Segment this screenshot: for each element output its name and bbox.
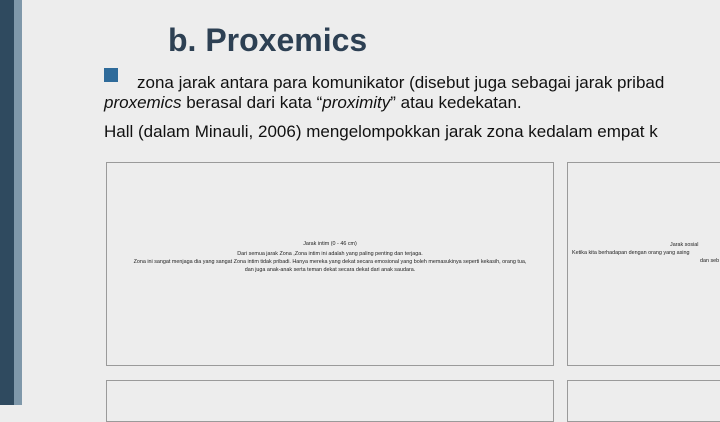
zone-box-bottom-left: [106, 380, 554, 422]
body-text-line-2-end: ” atau kedekatan.: [390, 93, 522, 112]
term-proximity: proximity: [322, 93, 391, 112]
intimate-zone-text-1: Dari semua jarak Zona ,Zona intim ini adalah yang paling penting dan terjaga.: [237, 251, 423, 257]
intimate-zone-text-3: dan juga anak-anak serta teman dekat secara dekat dari anak saudara.: [244, 267, 416, 273]
left-accent-bar-dark: [0, 0, 14, 405]
bullet-square-icon: [104, 68, 118, 82]
intimate-zone-title: Jarak intim (0 - 46 cm): [303, 241, 357, 247]
term-proxemics: proxemics: [104, 93, 182, 112]
body-text-line-2-part: berasal dari kata “: [181, 93, 323, 112]
left-accent-bar-light: [14, 0, 22, 405]
slide-title: b. Proxemics: [168, 22, 368, 58]
body-text-line-2: [104, 93, 522, 113]
social-zone-text-2: dan seb: [700, 258, 720, 264]
zone-box-bottom-right: [567, 380, 720, 422]
intimate-zone-text-2: Zona ini sangat menjaga dia yang sangat Zona intim tidak pribadi. Hanya mereka yang dekat secara emosional yang boleh memasukinya seperti kekasih, orang tua,: [133, 259, 527, 265]
zone-box-social: [567, 162, 720, 366]
social-zone-title: Jarak sosial: [670, 242, 699, 248]
body-text-line-3: Hall (dalam Minauli, 2006) mengelompokkan jarak zona kedalam empat k: [104, 122, 658, 141]
body-text-line-1: zona jarak antara para komunikator (disebut juga sebagai jarak pribad: [137, 73, 665, 92]
social-zone-text-1: Ketika kita berhadapan dengan orang yang asing: [572, 250, 690, 256]
